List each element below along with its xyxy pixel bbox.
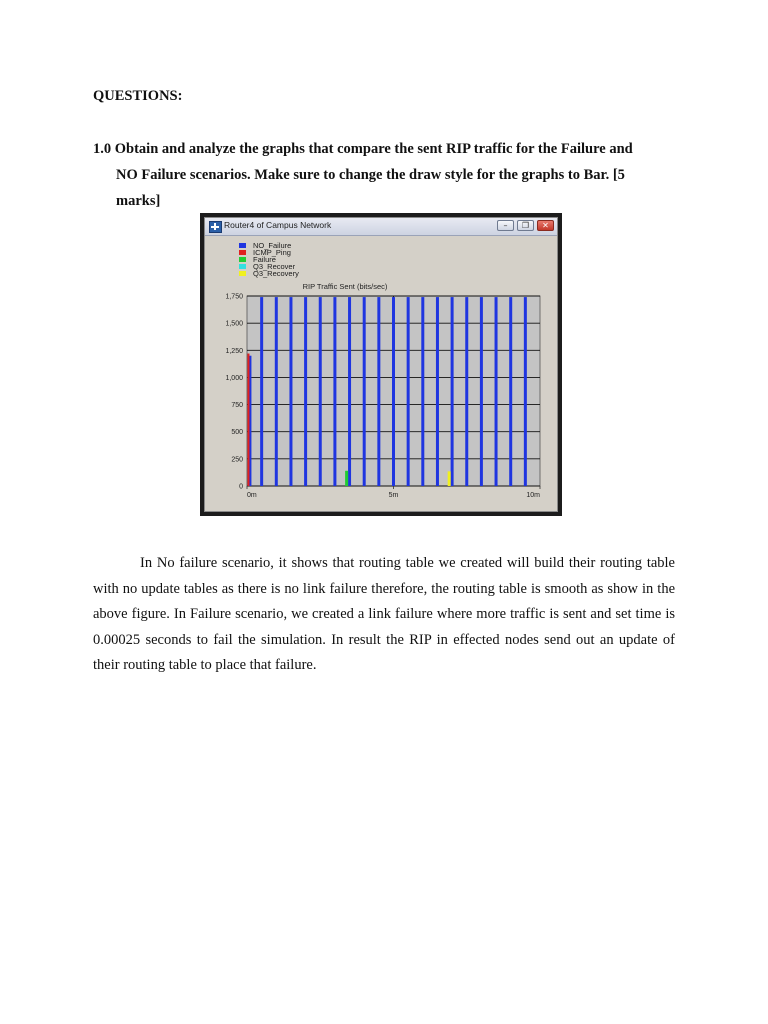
heading-questions: QUESTIONS: — [93, 88, 183, 104]
bar-no-failure — [524, 297, 527, 486]
question-line-1: 1.0 Obtain and analyze the graphs that compare the sent RIP traffic for the Failure and — [93, 141, 633, 157]
question-1 — [93, 136, 683, 214]
bar-no-failure — [509, 297, 512, 486]
bar-no-failure — [304, 297, 307, 486]
bar-q3-recovery — [448, 471, 451, 486]
bar-no-failure — [407, 297, 410, 486]
bar-no-failure — [275, 297, 278, 486]
answer-paragraph: In No failure scenario, it shows that routing table we created will build their routing table with no update tables as there is no link failure therefore, the routing table is smooth as show in the above figure. In Failure scenario, we created a link failure where more traffic is sent and set time is 0.00025 seconds to fail the simulation. In result the RIP in effected nodes send out an update of their routing table to place that failure. — [93, 555, 675, 673]
bar-no-failure — [436, 297, 439, 486]
y-tick-label: 1,250 — [225, 347, 243, 355]
question-line-3: marks] — [116, 193, 161, 209]
x-tick-label: 10m — [526, 492, 540, 499]
legend-label: Failure — [253, 255, 276, 264]
bar-no-failure — [333, 297, 336, 486]
bar-no-failure — [480, 297, 483, 486]
minimize-icon: – — [503, 221, 508, 230]
window-body — [204, 217, 558, 512]
bar-no-failure — [348, 297, 351, 486]
bar-no-failure — [392, 297, 395, 486]
window-title: Router4 of Campus Network — [224, 220, 332, 230]
y-tick-label: 1,750 — [225, 293, 243, 301]
bar-failure — [345, 471, 348, 486]
close-icon: ✕ — [542, 221, 549, 230]
chart-window-screenshot — [200, 213, 562, 516]
x-tick-label: 0m — [247, 492, 257, 499]
bar-no-failure — [465, 297, 468, 486]
legend-label: NO_Failure — [253, 241, 292, 250]
bar-icmp-ping — [247, 354, 249, 486]
rip-traffic-chart — [205, 218, 557, 511]
y-tick-label: 750 — [231, 402, 243, 410]
legend-label: Q3_Recovery — [253, 269, 299, 278]
restore-icon: ❐ — [521, 221, 530, 230]
bar-no-failure — [495, 297, 498, 486]
bar-no-failure — [260, 297, 263, 486]
bar-no-failure — [289, 297, 292, 486]
bar-no-failure — [377, 297, 380, 486]
y-tick-label: 250 — [231, 456, 243, 464]
y-tick-label: 0 — [239, 483, 243, 491]
plot-layer — [225, 294, 540, 500]
y-tick-label: 500 — [231, 429, 243, 437]
x-tick-label: 5m — [388, 492, 399, 499]
y-tick-label: 1,500 — [225, 320, 243, 328]
chart-title: RIP Traffic Sent (bits/sec) — [302, 282, 388, 291]
question-line-2: NO Failure scenarios. Make sure to change the draw style for the graphs to Bar. [5 — [116, 167, 625, 183]
legend-label: ICMP_Ping — [253, 248, 291, 257]
legend-label: Q3_Recover — [253, 262, 296, 271]
bar-no-failure — [363, 297, 366, 486]
bar-no-failure — [451, 297, 454, 486]
bar-no-failure — [319, 297, 322, 486]
bar-no-failure — [421, 297, 424, 486]
y-tick-label: 1,000 — [225, 374, 243, 382]
